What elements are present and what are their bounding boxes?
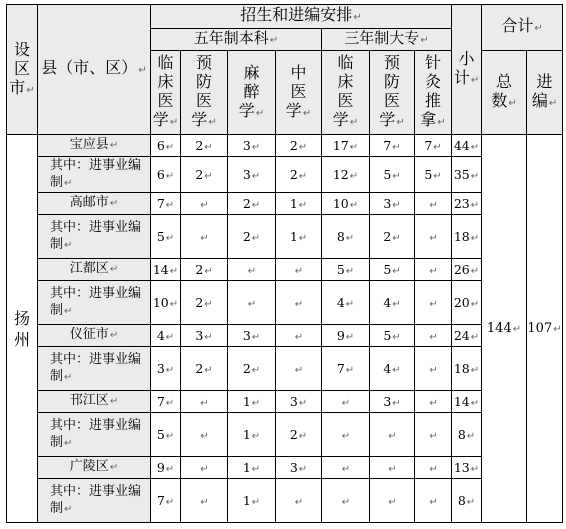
value-cell: ↵ — [181, 413, 228, 457]
header-char: 床 — [337, 72, 354, 91]
header-char: 床 — [157, 72, 174, 91]
header-char: 编↵ — [531, 91, 558, 110]
table-row — [7, 215, 563, 259]
value-cell: ↵ — [415, 479, 452, 523]
value-cell: 3↵ — [228, 325, 276, 347]
subtotal-cell: 24↵ — [452, 325, 482, 347]
value-cell: 2↵ — [181, 157, 228, 193]
value-cell: 9↵ — [322, 325, 370, 347]
value-cell: 2↵ — [181, 281, 228, 325]
table-row — [7, 391, 563, 413]
value-cell: 3↵ — [276, 457, 322, 479]
header-char: 醉 — [243, 81, 260, 101]
paragraph-mark: ↵ — [255, 107, 265, 119]
header-char: 中 — [290, 62, 307, 82]
paragraph-mark: ↵ — [470, 75, 480, 86]
header-char: 区 — [13, 58, 30, 78]
header-char: 学↵ — [285, 100, 312, 120]
header-char: 预 — [195, 53, 212, 72]
city-char: 州 — [13, 329, 30, 349]
value-cell: ↵ — [370, 457, 415, 479]
value-cell: 5↵ — [322, 259, 370, 281]
value-cell: 2↵ — [276, 135, 322, 157]
header-char: 数↵ — [491, 91, 517, 110]
value-cell: 7↵ — [151, 193, 181, 215]
value-cell: 3↵ — [228, 135, 276, 157]
paragraph-mark: ↵ — [302, 107, 312, 119]
table-row — [7, 157, 563, 193]
header-char: 市↵ — [9, 77, 35, 97]
value-cell: ↵ — [415, 413, 452, 457]
value-cell: ↵ — [276, 259, 322, 281]
value-cell: 9↵ — [151, 457, 181, 479]
value-cell: 2↵ — [181, 347, 228, 391]
value-cell: 7↵ — [415, 135, 452, 157]
value-cell: 3↵ — [370, 391, 415, 413]
subtotal-header — [452, 5, 482, 135]
header-char: 麻 — [243, 62, 260, 82]
header-char: 医 — [195, 91, 212, 110]
subtotal-cell: 14↵ — [452, 391, 482, 413]
value-cell: 7↵ — [151, 391, 181, 413]
value-cell: ↵ — [322, 479, 370, 523]
value-cell: 3↵ — [276, 391, 322, 413]
subtotal-cell: 26↵ — [452, 259, 482, 281]
value-cell: 7↵ — [370, 135, 415, 157]
table-row — [7, 413, 563, 457]
header-char: 灸 — [425, 72, 442, 91]
header-char: 医 — [383, 91, 400, 110]
value-cell: ↵ — [415, 391, 452, 413]
city-char: 扬 — [13, 308, 30, 328]
value-cell: 3↵ — [151, 347, 181, 391]
value-cell: ↵ — [415, 281, 452, 325]
subtotal-cell: 23↵ — [452, 193, 482, 215]
value-cell: 7↵ — [151, 479, 181, 523]
specialty-header — [151, 51, 181, 135]
value-cell: 1↵ — [276, 215, 322, 259]
specialty-header — [370, 51, 415, 135]
plan-title-header: 招生和进编安排↵ — [151, 5, 452, 29]
header-char: 防 — [383, 72, 400, 91]
value-cell: 2↵ — [276, 157, 322, 193]
county-sub-label: 其中：进事业编制↵ — [38, 479, 151, 523]
value-cell: 8↵ — [322, 215, 370, 259]
table-row — [7, 135, 563, 157]
table-row — [7, 479, 563, 523]
value-cell: ↵ — [276, 325, 322, 347]
total-group-header: 合计↵ — [482, 5, 563, 51]
table-row — [7, 193, 563, 215]
header-char: 总 — [496, 72, 513, 91]
header-char: 临 — [337, 53, 354, 72]
paragraph-mark: ↵ — [437, 117, 446, 128]
total-enroll-header — [527, 51, 563, 135]
value-cell: 3↵ — [228, 157, 276, 193]
header-char: 针 — [425, 53, 442, 72]
city-column-header — [7, 5, 38, 135]
total-count-header — [482, 51, 527, 135]
value-cell: 1↵ — [276, 193, 322, 215]
three-year-header: 三年制大专↵ — [322, 29, 452, 51]
value-cell: ↵ — [276, 347, 322, 391]
paragraph-mark: ↵ — [349, 117, 359, 128]
value-cell: ↵ — [415, 457, 452, 479]
value-cell: ↵ — [228, 281, 276, 325]
value-cell: 10↵ — [322, 193, 370, 215]
table-row — [7, 347, 563, 391]
city-cell — [7, 135, 38, 523]
value-cell: 5↵ — [151, 413, 181, 457]
county-name: 宝应县↵ — [38, 135, 151, 157]
header-char: 学↵ — [191, 110, 217, 129]
subtotal-cell: 20↵ — [452, 281, 482, 325]
header-char: 进 — [536, 72, 553, 91]
value-cell: 2↵ — [370, 215, 415, 259]
county-sub-label: 其中：进事业编制↵ — [38, 413, 151, 457]
value-cell: 2↵ — [228, 215, 276, 259]
specialty-header — [322, 51, 370, 135]
county-name: 江都区↵ — [38, 259, 151, 281]
header-char: 设 — [13, 39, 30, 59]
county-column-header: 县（市、区）↵ — [38, 5, 151, 135]
table-row — [7, 457, 563, 479]
paragraph-mark: ↵ — [548, 98, 558, 109]
value-cell: 4↵ — [370, 347, 415, 391]
value-cell: 3↵ — [181, 325, 228, 347]
subtotal-cell: 8↵ — [452, 479, 482, 523]
value-cell: 6↵ — [151, 157, 181, 193]
value-cell: ↵ — [322, 457, 370, 479]
value-cell: 2↵ — [228, 193, 276, 215]
header-char: 拿↵ — [420, 110, 446, 129]
paragraph-mark: ↵ — [26, 84, 35, 96]
value-cell: 2↵ — [276, 413, 322, 457]
paragraph-mark: ↵ — [508, 98, 517, 109]
value-cell: ↵ — [228, 259, 276, 281]
header-char: 学↵ — [332, 110, 359, 129]
value-cell: ↵ — [415, 325, 452, 347]
value-cell: ↵ — [181, 391, 228, 413]
header-char: 预 — [383, 53, 400, 72]
value-cell: 5↵ — [370, 325, 415, 347]
county-name: 仪征市↵ — [38, 325, 151, 347]
value-cell: ↵ — [415, 347, 452, 391]
value-cell: 5↵ — [415, 157, 452, 193]
value-cell: 14↵ — [151, 259, 181, 281]
value-cell: ↵ — [322, 391, 370, 413]
header-char: 推 — [425, 91, 442, 110]
county-name: 广陵区↵ — [38, 457, 151, 479]
value-cell: 1↵ — [228, 413, 276, 457]
header-char: 计↵ — [453, 68, 480, 87]
value-cell: ↵ — [322, 413, 370, 457]
value-cell: ↵ — [415, 193, 452, 215]
subtotal-cell: 18↵ — [452, 347, 482, 391]
value-cell: ↵ — [181, 215, 228, 259]
value-cell: ↵ — [415, 215, 452, 259]
paragraph-mark: ↵ — [208, 117, 217, 128]
value-cell: 4↵ — [370, 281, 415, 325]
value-cell: ↵ — [370, 413, 415, 457]
table-row — [7, 325, 563, 347]
value-cell: ↵ — [415, 259, 452, 281]
value-cell: 4↵ — [322, 281, 370, 325]
header-char: 学↵ — [238, 100, 265, 120]
paragraph-mark: ↵ — [169, 117, 179, 128]
county-sub-label: 其中：进事业编制↵ — [38, 215, 151, 259]
header-char: 医 — [157, 91, 174, 110]
value-cell: ↵ — [370, 479, 415, 523]
grand-total-count: 144↵ — [482, 135, 527, 523]
subtotal-cell: 8↵ — [452, 413, 482, 457]
header-char: 学↵ — [379, 110, 405, 129]
value-cell: ↵ — [181, 457, 228, 479]
value-cell: 10↵ — [151, 281, 181, 325]
value-cell: ↵ — [181, 193, 228, 215]
value-cell: 17↵ — [322, 135, 370, 157]
value-cell: 5↵ — [151, 215, 181, 259]
enrollment-plan-table — [6, 4, 563, 523]
value-cell: 1↵ — [228, 457, 276, 479]
grand-total-enroll: 107↵ — [527, 135, 563, 523]
value-cell: 3↵ — [370, 193, 415, 215]
value-cell: 2↵ — [181, 259, 228, 281]
county-sub-label: 其中：进事业编制↵ — [38, 281, 151, 325]
value-cell: 5↵ — [370, 259, 415, 281]
subtotal-cell: 18↵ — [452, 215, 482, 259]
subtotal-cell: 44↵ — [452, 135, 482, 157]
header-char: 防 — [195, 72, 212, 91]
county-name: 邗江区↵ — [38, 391, 151, 413]
county-name: 高邮市↵ — [38, 193, 151, 215]
header-char: 医 — [337, 91, 354, 110]
value-cell: 1↵ — [228, 479, 276, 523]
value-cell: 1↵ — [228, 391, 276, 413]
value-cell: 2↵ — [181, 135, 228, 157]
specialty-header — [228, 51, 276, 135]
table-row — [7, 281, 563, 325]
specialty-header — [181, 51, 228, 135]
specialty-header — [415, 51, 452, 135]
header-char: 学↵ — [152, 110, 179, 129]
value-cell: 4↵ — [151, 325, 181, 347]
header-char: 医 — [290, 81, 307, 101]
value-cell: 12↵ — [322, 157, 370, 193]
header-row-1 — [7, 5, 563, 29]
subtotal-cell: 13↵ — [452, 457, 482, 479]
value-cell: ↵ — [276, 479, 322, 523]
specialty-header — [276, 51, 322, 135]
county-sub-label: 其中：进事业编制↵ — [38, 347, 151, 391]
header-char: 临 — [157, 53, 174, 72]
value-cell: 2↵ — [228, 347, 276, 391]
value-cell: ↵ — [276, 281, 322, 325]
five-year-header: 五年制本科↵ — [151, 29, 322, 51]
county-sub-label: 其中：进事业编制↵ — [38, 157, 151, 193]
header-char: 小 — [458, 49, 475, 68]
value-cell: 5↵ — [370, 157, 415, 193]
table-row — [7, 259, 563, 281]
value-cell: ↵ — [181, 479, 228, 523]
subtotal-cell: 35↵ — [452, 157, 482, 193]
value-cell: 6↵ — [151, 135, 181, 157]
paragraph-mark: ↵ — [396, 117, 405, 128]
value-cell: 7↵ — [322, 347, 370, 391]
